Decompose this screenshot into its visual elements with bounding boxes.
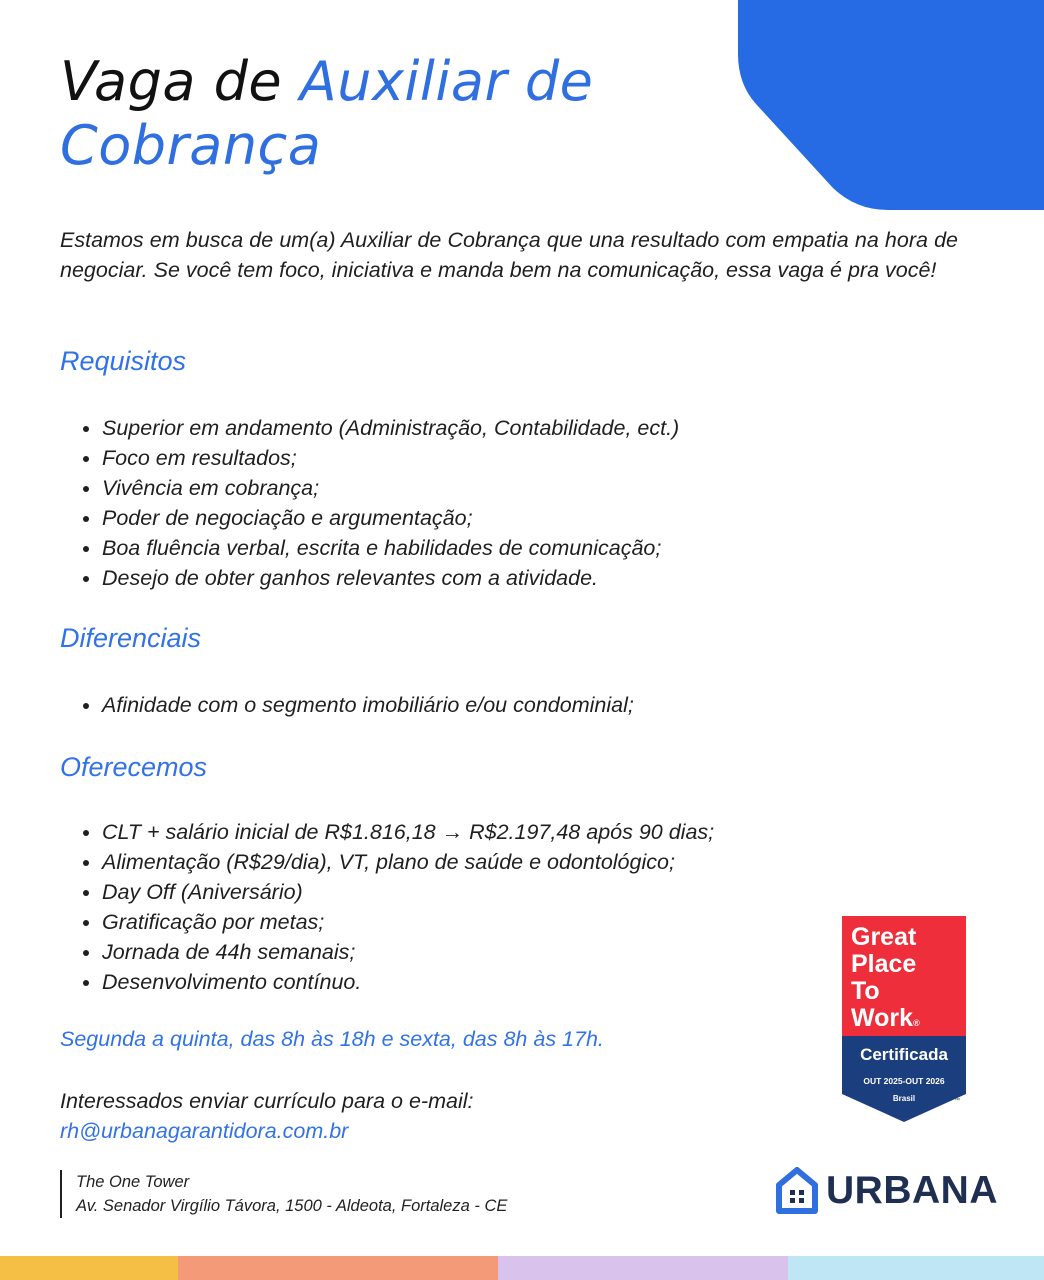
list-item: • Vivência em cobrança; — [102, 473, 679, 503]
address-line1: The One Tower — [76, 1173, 190, 1191]
list-item: • Jornada de 44h semanais; — [102, 937, 714, 967]
gptw-trademark: ™ — [954, 1098, 960, 1104]
list-item: • Superior em andamento (Administração, Contabilidade, ect.) — [102, 413, 679, 443]
list-item: • Alimentação (R$29/dia), VT, plano de saúde e odontológico; — [102, 847, 714, 877]
gptw-country: Brasil — [892, 1094, 916, 1103]
list-item: • Poder de negociação e argumentação; — [102, 503, 679, 533]
address-line2: Av. Senador Virgílio Távora, 1500 - Aldeota, Fortaleza - CE — [76, 1197, 508, 1215]
gptw-certified: Certificada — [860, 1045, 948, 1064]
schedule-text: Segunda a quinta, das 8h às 18h e sexta, das 8h às 17h. — [60, 1027, 604, 1051]
diferenciais-list — [60, 690, 634, 720]
list-item: • Desejo de obter ganhos relevantes com a atividade. — [102, 563, 679, 593]
contact-email-link[interactable]: rh@urbanagarantidora.com.br — [60, 1119, 349, 1143]
section-title-oferecemos: Oferecemos — [60, 752, 208, 782]
stripe-segment-lightblue — [788, 1256, 1044, 1280]
requisitos-list — [60, 413, 679, 593]
corner-decoration — [738, 0, 1044, 210]
oferecemos-list — [60, 817, 714, 997]
gptw-period: OUT 2025-OUT 2026 — [863, 1076, 945, 1086]
stripe-segment-yellow — [0, 1256, 178, 1280]
section-title-requisitos: Requisitos — [60, 346, 187, 376]
intro-paragraph: Estamos em busca de um(a) Auxiliar de Cobrança que una resultado com empatia na hora de negociar. Se você tem foco, iniciativa e manda bem na comunicação, essa vaga é pra você! — [60, 228, 958, 282]
page-title: Vaga de Auxiliar de Cobrança — [60, 50, 594, 177]
contact-label: Interessados enviar currículo para o e-mail: — [60, 1089, 474, 1113]
urbana-wordmark: URBANA — [826, 1169, 998, 1212]
list-item: • CLT + salário inicial de R$1.816,18 → R$2.197,48 após 90 dias; — [102, 817, 714, 847]
list-item: • Day Off (Aniversário) — [102, 877, 714, 907]
list-item: • Boa fluência verbal, escrita e habilidades de comunicação; — [102, 533, 679, 563]
list-item: • Afinidade com o segmento imobiliário e/ou condominial; — [102, 690, 634, 720]
section-title-diferenciais: Diferenciais — [60, 623, 202, 653]
list-item: • Gratificação por metas; — [102, 907, 714, 937]
stripe-segment-lilac — [498, 1256, 788, 1280]
address-block — [60, 1170, 507, 1218]
house-icon — [776, 1167, 818, 1215]
urbana-logo — [776, 1163, 998, 1219]
list-item: • Foco em resultados; — [102, 443, 679, 473]
list-item: • Desenvolvimento contínuo. — [102, 967, 714, 997]
gptw-badge — [842, 916, 966, 1122]
color-stripe — [0, 1256, 1044, 1280]
stripe-segment-salmon — [178, 1256, 498, 1280]
gptw-words: Great Place To Work® — [851, 923, 920, 1032]
